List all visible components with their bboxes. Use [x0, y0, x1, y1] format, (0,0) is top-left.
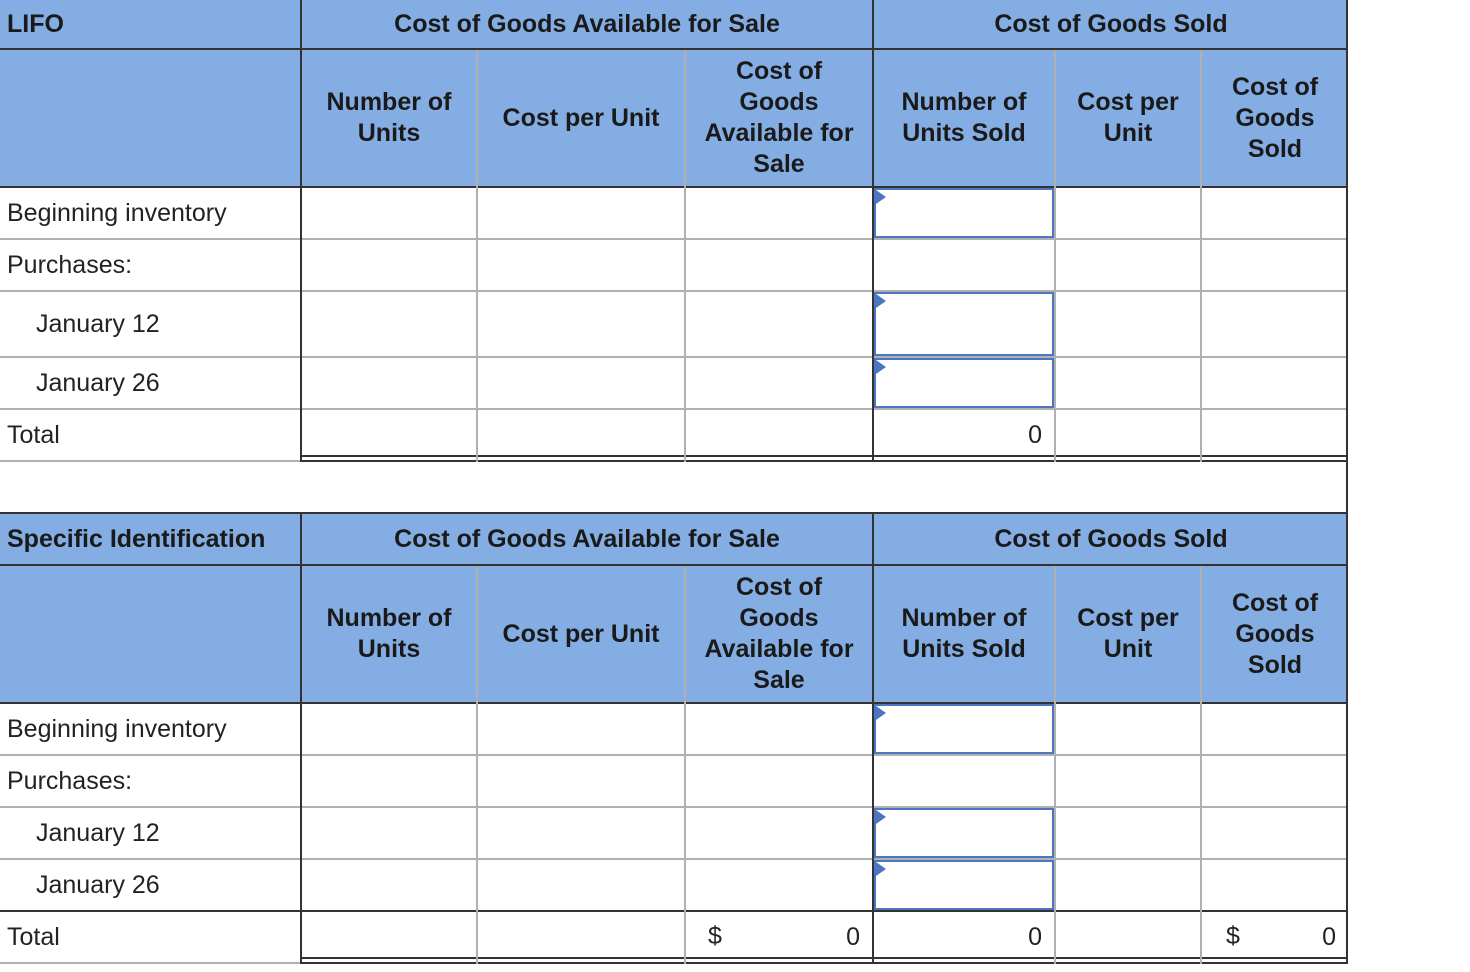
specific-line [300, 514, 302, 964]
lifo-line [684, 50, 686, 462]
lifo-table [0, 0, 1348, 462]
lifo-row-total-label: Total [7, 420, 60, 449]
lifo-line [0, 48, 1348, 50]
lifo-group-available-header: Cost of Goods Available for Sale [302, 0, 872, 48]
lifo-row-jan26-label: January 26 [36, 368, 160, 397]
lifo-line [0, 408, 1348, 410]
lifo-line [0, 186, 1348, 188]
input-marker-icon [876, 706, 886, 720]
specific-title: Specific Identification [0, 514, 300, 564]
specific-line [0, 910, 1348, 912]
specific-group-available-header: Cost of Goods Available for Sale [302, 514, 872, 564]
lifo-col-units: Number of Units [302, 50, 476, 186]
lifo-line [0, 460, 300, 462]
input-marker-icon [876, 810, 886, 824]
input-marker-icon [876, 360, 886, 374]
specific-table [0, 514, 1348, 966]
lifo-col-units-sold: Number of Units Sold [874, 50, 1054, 186]
specific-double-underline [302, 957, 1348, 959]
specific-beginning-cogs-cell[interactable] [1202, 704, 1348, 754]
lifo-row-beginning-label: Beginning inventory [7, 198, 227, 227]
lifo-line [1200, 50, 1202, 462]
specific-line [0, 962, 300, 964]
lifo-line [0, 356, 1348, 358]
lifo-col-cost-per-unit: Cost per Unit [478, 50, 684, 186]
specific-line [684, 566, 686, 964]
specific-line [0, 754, 1348, 756]
lifo-line [1054, 50, 1056, 462]
specific-row-jan12-label: January 12 [36, 818, 160, 847]
specific-jan26-units-sold-input[interactable] [874, 860, 1054, 910]
lifo-beginning-cost-unit-cell[interactable] [478, 188, 684, 238]
lifo-col-cogs: Cost of Goods Sold [1202, 50, 1348, 186]
specific-line [0, 858, 1348, 860]
lifo-row-purchases-label: Purchases: [7, 250, 133, 279]
lifo-double-underline [302, 455, 1348, 457]
specific-col-cost-per-unit-sold: Cost per Unit [1056, 566, 1200, 702]
specific-line [0, 702, 1348, 704]
specific-line [1346, 514, 1348, 964]
lifo-group-sold-header: Cost of Goods Sold [874, 0, 1348, 48]
specific-header-blank [0, 566, 300, 702]
lifo-jan26-units-sold-input[interactable] [874, 358, 1054, 408]
lifo-line [476, 50, 478, 462]
lifo-title: LIFO [0, 0, 300, 48]
lifo-row-jan12-label: January 12 [36, 309, 160, 338]
specific-row-purchases-label: Purchases: [7, 766, 133, 795]
specific-line [0, 806, 1348, 808]
lifo-line [1346, 0, 1348, 512]
specific-beginning-units-cell[interactable] [302, 704, 476, 754]
specific-line [476, 566, 478, 964]
lifo-total-units-sold: 0 [1028, 420, 1042, 449]
specific-total-cogas-currency: $ [708, 922, 722, 950]
lifo-col-cogas: Cost of Goods Available for Sale [686, 50, 872, 186]
specific-total-units-sold: 0 [1028, 922, 1042, 951]
lifo-beginning-cogas-cell[interactable] [686, 188, 872, 238]
specific-line [0, 512, 1348, 514]
specific-double-underline [302, 962, 1348, 964]
specific-line [1054, 566, 1056, 964]
specific-line [872, 514, 874, 964]
lifo-beginning-units-sold-input[interactable] [874, 188, 1054, 238]
specific-col-cost-per-unit: Cost per Unit [478, 566, 684, 702]
specific-total-cogas: 0 [846, 922, 860, 951]
specific-total-cogs-currency: $ [1226, 922, 1240, 950]
specific-col-cogs: Cost of Goods Sold [1202, 566, 1348, 702]
lifo-double-underline [302, 460, 1348, 462]
specific-line [1200, 566, 1202, 964]
specific-beginning-cost-unit-cell[interactable] [478, 704, 684, 754]
lifo-beginning-units-cell[interactable] [302, 188, 476, 238]
specific-beginning-units-sold-input[interactable] [874, 704, 1054, 754]
specific-col-cogas: Cost of Goods Available for Sale [686, 566, 872, 702]
lifo-header-blank [0, 50, 300, 186]
specific-row-total-label: Total [7, 922, 60, 951]
specific-group-sold-header: Cost of Goods Sold [874, 514, 1348, 564]
specific-col-units-sold: Number of Units Sold [874, 566, 1054, 702]
lifo-jan12-units-sold-input[interactable] [874, 292, 1054, 356]
input-marker-icon [876, 862, 886, 876]
lifo-line [0, 290, 1348, 292]
lifo-col-cost-per-unit-sold: Cost per Unit [1056, 50, 1200, 186]
specific-total-cogs: 0 [1322, 922, 1336, 951]
lifo-line [300, 0, 302, 462]
specific-row-jan26-label: January 26 [36, 870, 160, 899]
specific-beginning-cost-unit-sold-cell[interactable] [1056, 704, 1200, 754]
specific-beginning-cogas-cell[interactable] [686, 704, 872, 754]
input-marker-icon [876, 294, 886, 308]
lifo-beginning-cogs-cell[interactable] [1202, 188, 1348, 238]
specific-col-units: Number of Units [302, 566, 476, 702]
lifo-line [872, 0, 874, 462]
lifo-line [0, 238, 1348, 240]
specific-row-beginning-label: Beginning inventory [7, 714, 227, 743]
lifo-beginning-cost-unit-sold-cell[interactable] [1056, 188, 1200, 238]
specific-jan12-units-sold-input[interactable] [874, 808, 1054, 858]
input-marker-icon [876, 190, 886, 204]
specific-line [0, 564, 1348, 566]
